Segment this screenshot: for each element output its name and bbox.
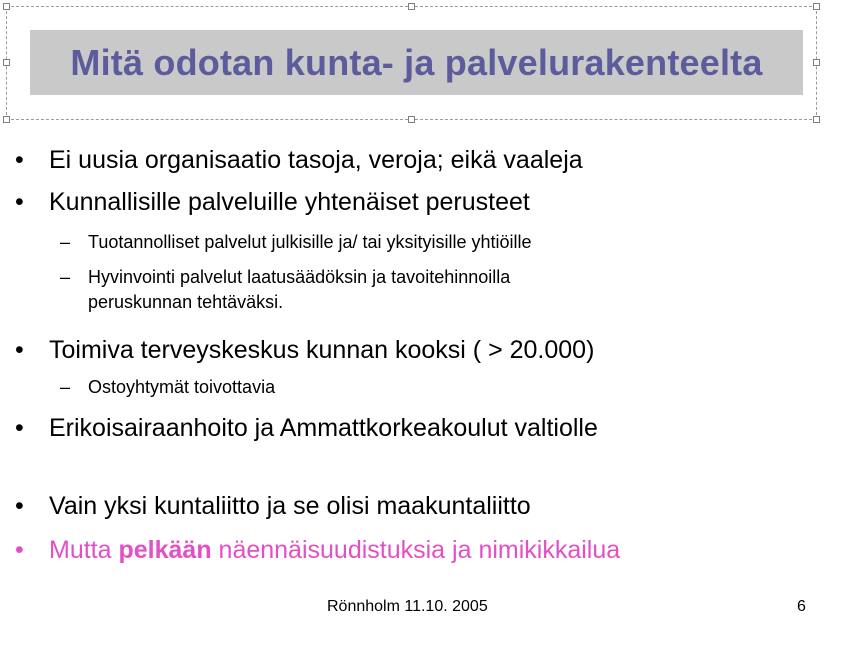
bullet-text: Vain yksi kuntaliitto ja se olisi maakuntaliitto	[49, 492, 531, 520]
sub-bullet-item	[60, 230, 532, 255]
bullet-text: Ei uusia organisaatio tasoja, veroja; eikä vaaleja	[49, 146, 583, 174]
bullet-item	[15, 492, 531, 521]
footer-author-date: Rönnholm 11.10. 2005	[327, 598, 488, 615]
sub-bullet-text-line2: peruskunnan tehtäväksi.	[88, 292, 284, 312]
resize-handle-bottom-left[interactable]	[3, 116, 10, 123]
slide-title: Mitä odotan kunta- ja palvelurakenteelta	[70, 41, 763, 83]
bullet-text: Toimiva terveyskeskus kunnan kooksi ( > 20.000)	[49, 336, 595, 364]
dash-symbol: –	[60, 267, 71, 287]
bullet-text: Kunnallisille palveluille yhtenäiset perusteet	[49, 188, 530, 216]
bullet-symbol: •	[15, 188, 24, 216]
bullet-text-prefix: Mutta	[49, 536, 119, 564]
resize-handle-top-left[interactable]	[3, 3, 10, 10]
sub-bullet-item	[60, 265, 510, 315]
sub-bullet-text-line1: Hyvinvointi palvelut laatusäädöksin ja tavoitehinnoilla	[88, 267, 511, 287]
bullet-symbol: •	[15, 414, 24, 442]
bullet-symbol: •	[15, 536, 24, 564]
bullet-text-suffix: näennäisuudistuksia ja nimikikkailua	[211, 536, 621, 564]
sub-bullet-text: Ostoyhtymät toivottavia	[88, 377, 276, 397]
bullet-item	[15, 146, 583, 175]
slide-number: 6	[797, 598, 806, 615]
resize-handle-middle-right[interactable]	[813, 59, 820, 66]
resize-handle-bottom-right[interactable]	[813, 116, 820, 123]
resize-handle-top-center[interactable]	[408, 3, 415, 10]
bullet-symbol: •	[15, 336, 24, 364]
dash-symbol: –	[60, 377, 71, 397]
resize-handle-bottom-center[interactable]	[408, 116, 415, 123]
sub-bullet-text: Tuotannolliset palvelut julkisille ja/ tai yksityisille yhtiöille	[88, 232, 532, 252]
bullet-symbol: •	[15, 492, 24, 520]
title-box[interactable]	[30, 30, 803, 95]
highlighted-bullet-item	[15, 536, 620, 565]
dash-symbol: –	[60, 232, 71, 252]
resize-handle-top-right[interactable]	[813, 3, 820, 10]
resize-handle-middle-left[interactable]	[3, 59, 10, 66]
bullet-item	[15, 188, 530, 217]
bullet-item	[15, 414, 598, 443]
bullet-text-emphasis: pelkään	[118, 536, 212, 564]
bullet-item	[15, 336, 594, 365]
bullet-symbol: •	[15, 146, 24, 174]
bullet-text: Erikoisairaanhoito ja Ammattkorkeakoulut valtiolle	[49, 414, 598, 442]
sub-bullet-item	[60, 375, 275, 400]
